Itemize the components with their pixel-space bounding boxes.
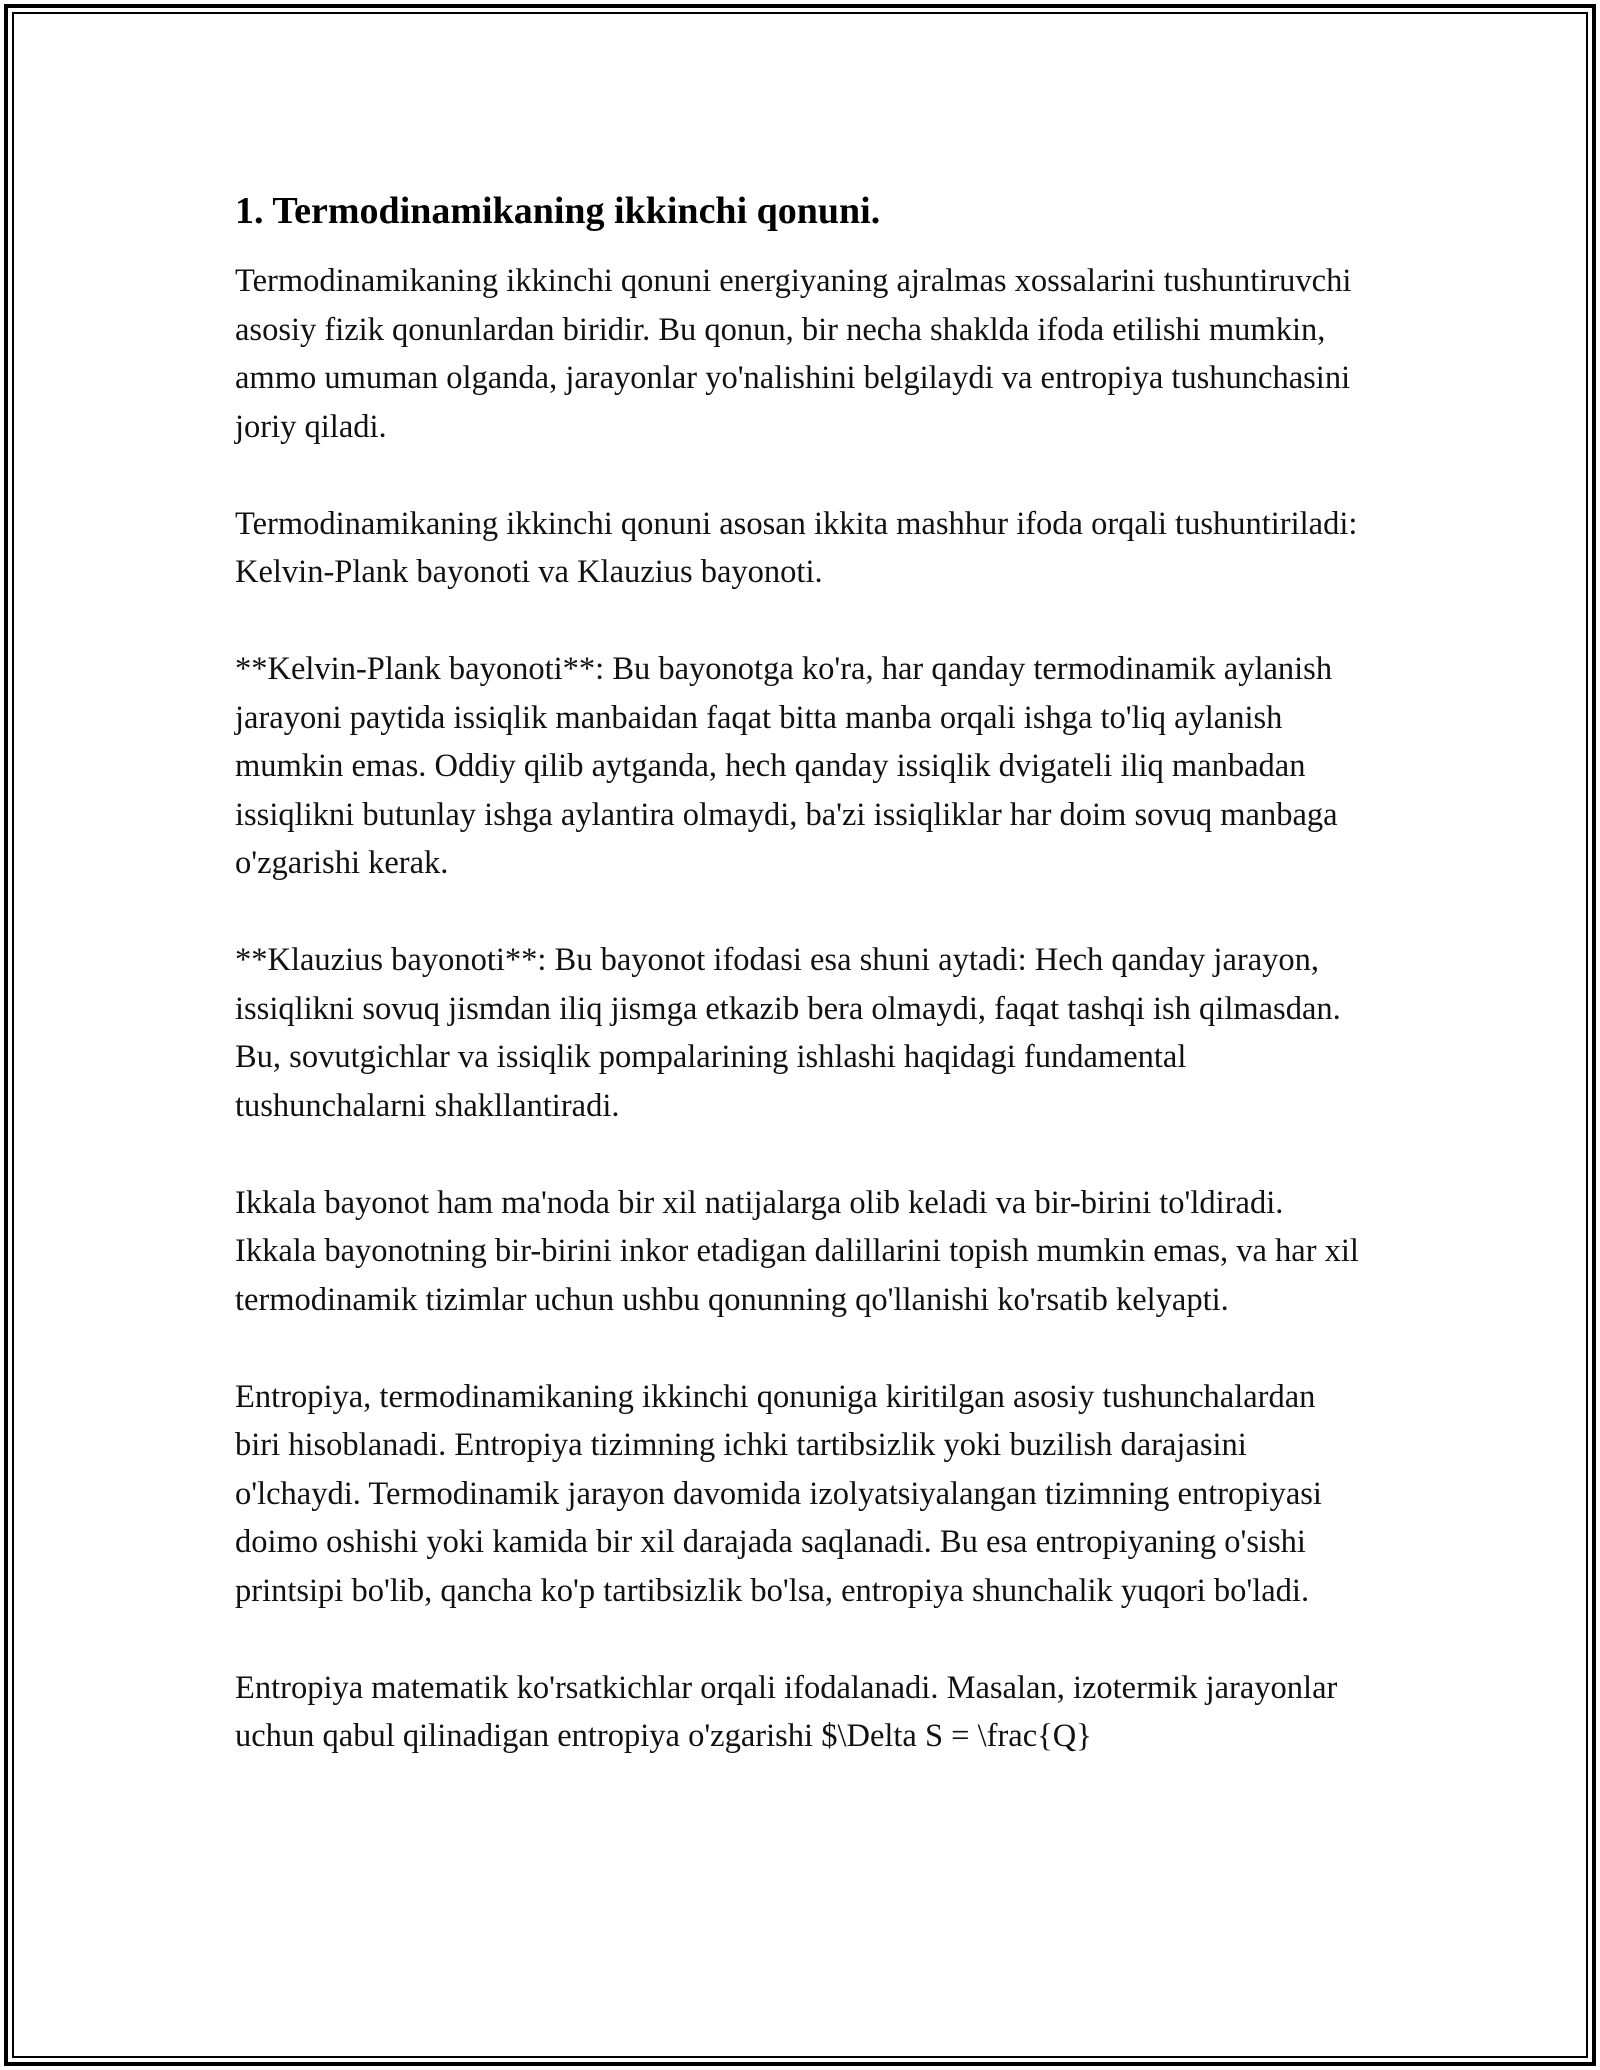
document-body [235,185,1365,1761]
paragraph-entropy: Entropiya, termodinamikaning ikkinchi qonuniga kiritilgan asosiy tushunchalardan biri hisoblanadi. Entropiya tizimning ichki tartibsizlik yoki buzilish darajasini o'lchaydi. Termodinamik jarayon davomida izolyatsiyalangan tizimning entropiyasi doimo oshishi yoki kamida bir xil darajada saqlanadi. Bu esa entropiyaning o'sishi printsipi bo'lib, qancha ko'p tartibsizlik bo'lsa, entropiya shunchalik yuqori bo'ladi. [235,1378,1322,1609]
paragraph-statements-overview: Termodinamikaning ikkinchi qonuni asosan ikkita mashhur ifoda orqali tushuntiriladi: Kelvin-Plank bayonoti va Klauzius bayonoti. [235,505,1358,590]
paragraph-klauzius: **Klauzius bayonoti**: Bu bayonot ifodasi esa shuni aytadi: Hech qanday jarayon, issiqlikni sovuq jismdan iliq jismga etkazib bera olmaydi, faqat tashqi ish qilmasdan. Bu, sovutgichlar va issiqlik pompalarining ishlashi haqidagi fundamental tushunchalarni shakllantiradi. [235,942,1341,1124]
document-title: 1. Termodinamikaning ikkinchi qonuni. [235,190,881,232]
paragraph-kelvin-plank: **Kelvin-Plank bayonoti**: Bu bayonotga ko'ra, har qanday termodinamik aylanish jarayoni paytida issiqlik manbaidan faqat bitta manba orqali ishga to'liq aylanish mumkin emas. Oddiy qilib aytganda, hech qanday issiqlik dvigateli iliq manbadan issiqlikni butunlay ishga aylantira olmaydi, ba'zi issiqliklar har doim sovuq manbaga o'zgarishi kerak. [235,651,1338,881]
paragraph-intro: Termodinamikaning ikkinchi qonuni energiyaning ajralmas xossalarini tushuntiruvchi asosiy fizik qonunlardan biridir. Bu qonun, bir necha shaklda ifoda etilishi mumkin, ammo umuman olganda, jarayonlar yo'nalishini belgilaydi va entropiya tushunchasini joriy qiladi. [235,263,1352,445]
paragraph-equivalence: Ikkala bayonot ham ma'noda bir xil natijalarga olib keladi va bir-birini to'ldiradi. Ikkala bayonotning bir-birini inkor etadigan dalillarini topish mumkin emas, va har xil termodinamik tizimlar uchun ushbu qonunning qo'llanishi ko'rsatib kelyapti. [235,1184,1359,1318]
paragraph-entropy-math: Entropiya matematik ko'rsatkichlar orqali ifodalanadi. Masalan, izotermik jarayonlar uchun qabul qilinadigan entropiya o'zgarishi $\Delta S = \frac{Q} [235,1669,1338,1754]
